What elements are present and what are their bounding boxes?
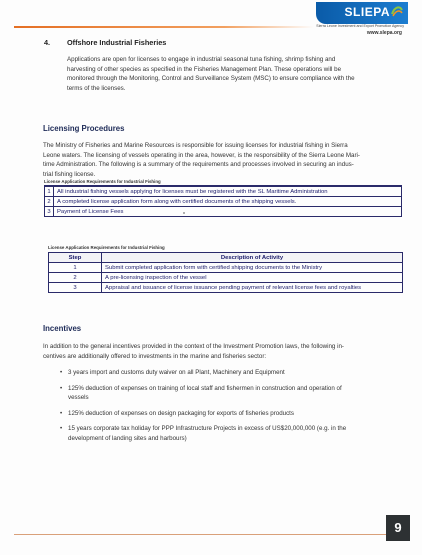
licensing-paragraph — [43, 141, 415, 179]
list-item — [60, 409, 390, 419]
step-number: 2 — [49, 273, 102, 283]
licensing-heading: Licensing Procedures — [43, 124, 125, 133]
page-number: 9 — [386, 515, 410, 541]
activity-header: Description of Activity — [102, 253, 403, 263]
text-line: • 3 years import and customs duty waiver on all Plant, Machinery and Equipment — [68, 369, 285, 376]
text-line: In addition to the general incentives provided in the context of the Investment Promotion laws, the following in- — [43, 343, 344, 350]
text-line: time Administration. The following is a summary of the requirements and processes involved in securing an indus- — [43, 161, 354, 169]
row-number: 3 — [45, 207, 54, 217]
table2-caption: License Application Requirements for Industrial Fishing — [48, 245, 165, 250]
step-text: Submit completed application form with certified shipping documents to the Ministry — [102, 263, 403, 273]
text-line: • 125% deduction of expenses on training of local staff and fishermen in construction and operation of — [68, 384, 342, 392]
step-header: Step — [49, 253, 102, 263]
incentives-list — [60, 368, 390, 450]
table1-caption: License Application Requirements for Industrial Fishing — [44, 179, 161, 184]
text-line: The Ministry of Fisheries and Marine Resources is responsible for issuing licenses for industrial fishing in Sierra — [43, 142, 348, 149]
section-number: 4. — [44, 38, 51, 47]
table-row — [45, 207, 402, 217]
text-line: • 125% deduction of expenses on design packaging for exports of fisheries products — [68, 409, 294, 417]
header-divider — [14, 26, 314, 28]
list-item — [60, 424, 390, 443]
swoosh-icon — [390, 4, 404, 18]
table-row — [45, 197, 402, 207]
section-title: Offshore Industrial Fisheries — [67, 38, 167, 47]
table-header-row — [49, 253, 403, 263]
text-line: monitored through the Monitoring, Control and Surveillance System (MSC) to ensure compliance with the — [67, 75, 355, 83]
scan-speck — [183, 212, 185, 214]
section-paragraph — [67, 55, 412, 93]
website-url: www.slepa.org — [366, 30, 402, 36]
text-line: terms of the licenses. — [67, 84, 126, 92]
table-row — [45, 186, 402, 197]
text-line: vessels — [68, 394, 89, 402]
logo-subtext: Sierra Leone Investment and Export Promotion Agency — [316, 24, 404, 28]
logo-text: SLIEPA — [344, 5, 390, 19]
table-row — [49, 263, 403, 273]
incentives-heading: Incentives — [43, 324, 82, 333]
list-item — [60, 368, 390, 378]
row-text: Payment of License Fees — [54, 207, 402, 217]
row-text: All industrial fishing vessels applying for licenses must be registered with the SL Maritime Administration — [54, 186, 402, 197]
text-line: • 15 years corporate tax holiday for PPP Infrastructure Projects in excess of US$20,000,000 (e.g. in the — [68, 425, 347, 433]
step-text: A pre-licensing inspection of the vessel — [102, 273, 403, 283]
footer-divider — [14, 534, 386, 535]
step-number: 1 — [49, 263, 102, 273]
text-line: harvesting of other species as specified in the Fisheries Management Plan. These operations will be — [67, 65, 342, 73]
row-number: 1 — [45, 186, 54, 197]
text-line: Leone waters. The licensing of vessels operating in the area, however, is the responsibility of the Sierra Leone Mari- — [43, 151, 360, 159]
step-number: 3 — [49, 283, 102, 293]
sliepa-logo — [308, 2, 408, 42]
table-row — [49, 283, 403, 293]
step-text: Appraisal and issuance of license issuance pending payment of relevant license fees and royalties — [102, 283, 403, 293]
text-line: centives are additionally offered to investments in the marine and fisheries sector: — [43, 352, 267, 360]
text-line: development of landing sites and harbours) — [68, 434, 187, 442]
text-line: Applications are open for licenses to engage in industrial seasonal tuna fishing, shrimp fishing and — [67, 56, 336, 63]
row-number: 2 — [45, 197, 54, 207]
row-text: A completed license application form along with certified documents of the shipping vessels. — [54, 197, 402, 207]
table-row — [49, 273, 403, 283]
procedure-table — [48, 252, 403, 293]
incentives-paragraph — [43, 342, 415, 361]
list-item — [60, 384, 390, 403]
requirements-table — [44, 185, 402, 217]
text-line: trial fishing license. — [43, 170, 96, 178]
